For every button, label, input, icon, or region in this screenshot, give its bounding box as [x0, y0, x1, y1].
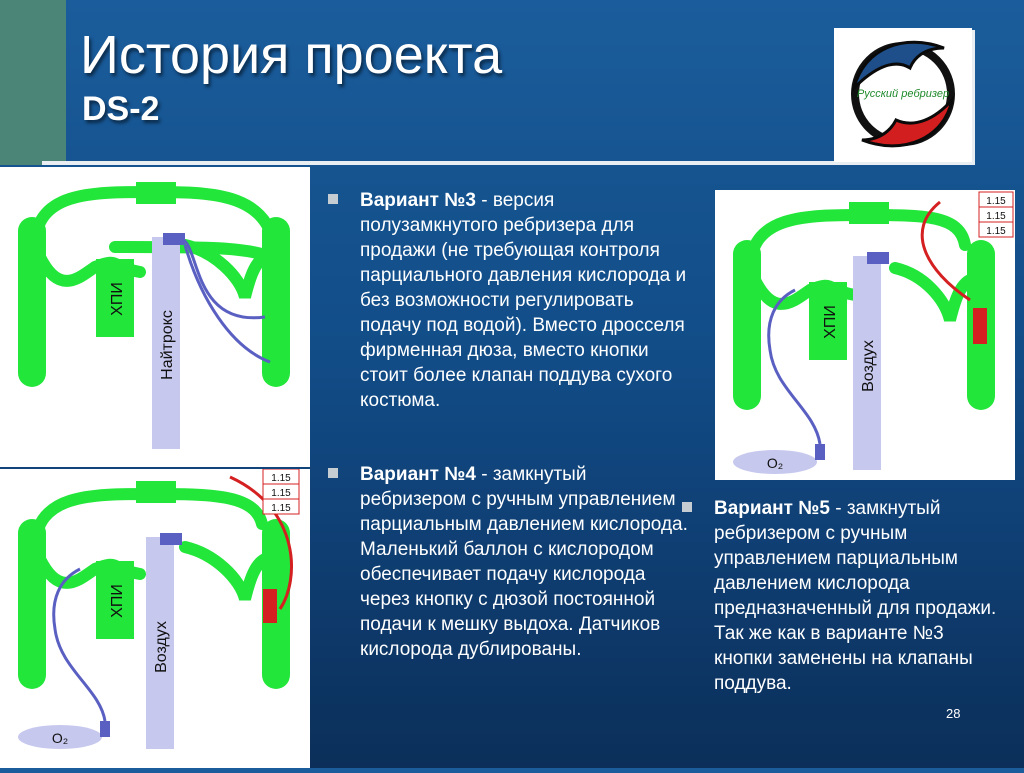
o2-label: O₂ [51, 730, 69, 746]
sensor-reading-3: 1.15 [271, 503, 291, 514]
cylinder-label: Найтрокс [159, 310, 176, 380]
sensor-reading-2: 1.15 [986, 211, 1006, 222]
page-number: 28 [946, 706, 961, 721]
logo [834, 28, 972, 162]
diagram-variant4 [0, 469, 310, 768]
sensor-reading-1: 1.15 [986, 196, 1006, 207]
diagram-variant3 [0, 167, 310, 467]
logo-text: Русский ребризер [856, 88, 950, 100]
bullet-head: Вариант №4 [360, 464, 476, 485]
bullet-variant3 [360, 188, 690, 413]
sensor-reading-2: 1.15 [271, 488, 291, 499]
sidebar-accent [0, 0, 66, 165]
bullet-text: - замкнутый ребризером с ручным управлением парциальным давлением кислорода предназначенный для продажи. Так же как в варианте №3 кнопки заменены на клапаны поддува. [714, 498, 997, 694]
sensor-reading-1: 1.15 [271, 473, 291, 484]
bullet-head: Вариант №5 [714, 498, 830, 519]
cylinder-label: Воздух [153, 621, 170, 673]
counterlung-label: ХПИ [109, 282, 126, 316]
cylinder-label: Воздух [860, 340, 877, 392]
slide-subtitle: DS-2 [82, 90, 160, 128]
bullet-variant5 [714, 496, 1004, 696]
sensor-readings [979, 192, 1013, 237]
counterlung-label: ХПИ [109, 584, 126, 618]
bullet-marker [682, 502, 692, 512]
bullet-text: - версия полузамкнутого ребризера для продажи (не требующая контроля парциального давления кислорода и без возможности регулировать подачу под водой). Вместо дросселя фирменная дюза, вместо кнопки стоит более клапан поддува сухого костюма. [360, 190, 687, 411]
slide-title: История проекта [80, 25, 503, 85]
bullet-text: - замкнутый ребризером с ручным управлением парциальным давлением кислорода. Маленький баллон с кислородом обеспечивает подачу кислорода через кнопку с дюзой постоянной подачи к мешку выдоха. Датчиков кислорода дублированы. [360, 464, 688, 660]
o2-label: O₂ [766, 455, 784, 471]
diagram-variant5 [715, 190, 1015, 480]
bullet-marker [328, 468, 338, 478]
counterlung-label: ХПИ [822, 305, 839, 339]
sensor-readings [263, 469, 299, 514]
sensor-reading-3: 1.15 [986, 226, 1006, 237]
bullet-marker [328, 194, 338, 204]
bullet-head: Вариант №3 [360, 190, 476, 211]
bullet-variant4 [360, 462, 690, 662]
vertical-divider [972, 30, 975, 165]
